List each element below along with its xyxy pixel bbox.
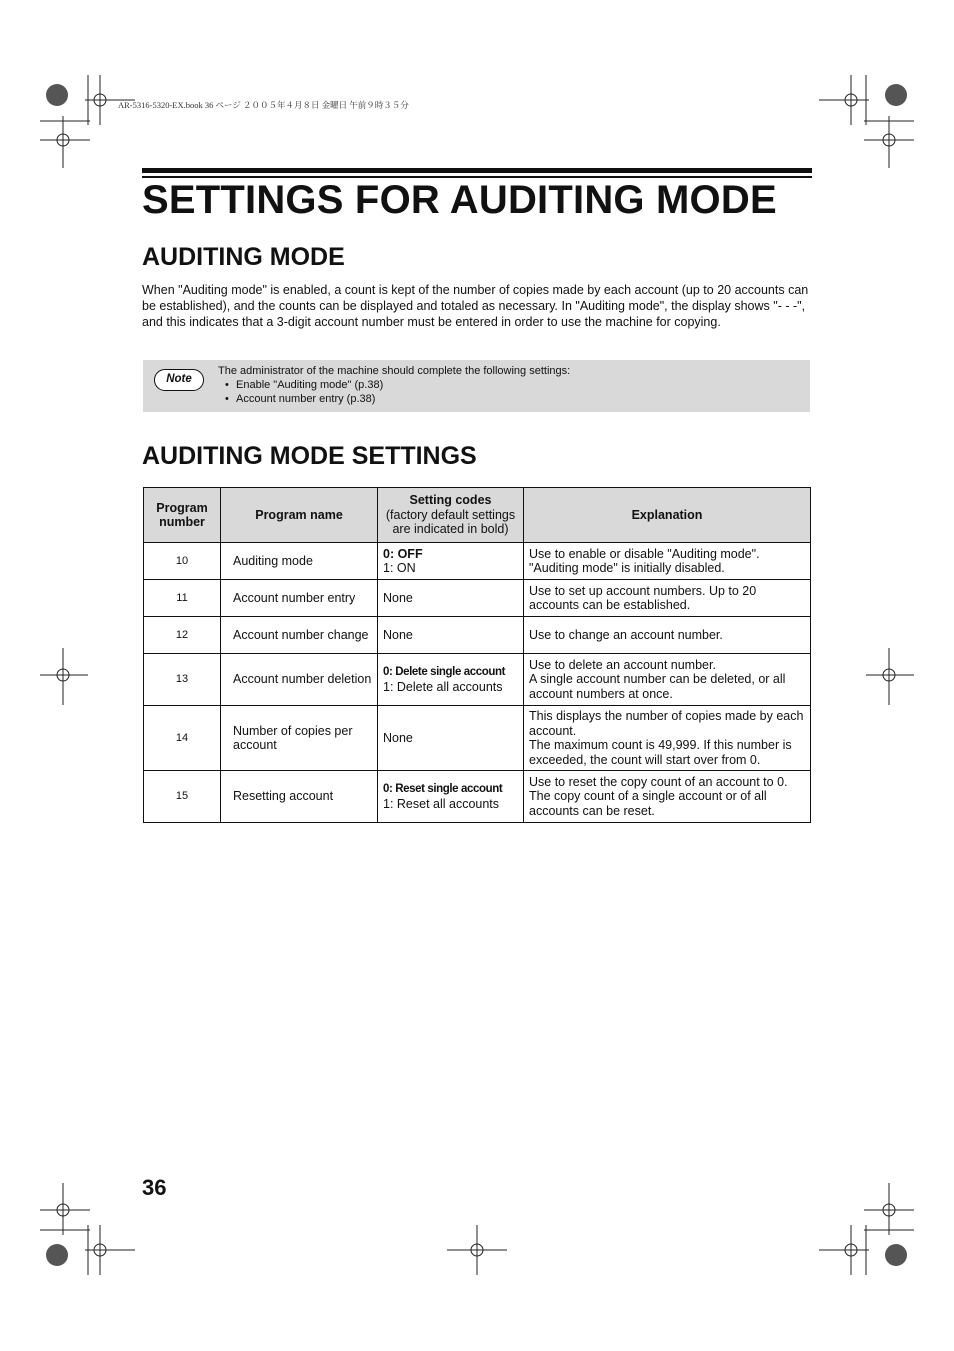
explanation [524, 543, 811, 580]
setting-code-default: 0: Delete single account [383, 666, 506, 678]
print-header-meta: AR-5316-5320-EX.book 36 ページ ２００５年４月８日 金曜日 午前９時３５分 [118, 100, 409, 110]
program-number: 12 [144, 617, 221, 654]
note-item: • Enable "Auditing mode" (p.38) [218, 378, 570, 392]
setting-codes [378, 771, 524, 823]
section-body-text: When "Auditing mode" is enabled, a count is kept of the number of copies made by each account (up to 20 accounts can be established), and the counts can be displayed and totaled as necessary. In "Auditing mode", the display shows "- - -", and this indicates that a 3-digit account number must be entered in order to use the machine for copying. [142, 283, 809, 329]
table-row [144, 706, 811, 771]
setting-code-other: 1: ON [383, 561, 416, 575]
header-program-name: Program name [221, 488, 378, 543]
header-explanation: Explanation [524, 488, 811, 543]
explanation-line: Use to set up account numbers. Up to 20 accounts can be established. [529, 583, 757, 612]
explanation [524, 771, 811, 823]
program-number: 11 [144, 580, 221, 617]
setting-code-other: 1: Reset all accounts [383, 796, 500, 811]
header-setting-codes [378, 488, 524, 543]
table-header-row [144, 488, 811, 543]
program-name: Account number deletion [221, 654, 378, 706]
header-setting-codes-title: Setting codes [409, 493, 492, 508]
page-number: 36 [142, 1175, 167, 1200]
page-title: SETTINGS FOR AUDITING MODE [142, 178, 777, 222]
header-setting-codes-sub: (factory default settings are indicated in bold) [385, 507, 516, 537]
explanation-line: "Auditing mode" is initially disabled. [529, 561, 725, 575]
setting-code-default: 0: OFF [383, 546, 423, 561]
setting-code-default: 0: Reset single account [383, 783, 503, 795]
table-row [144, 543, 811, 580]
explanation-line: Use to enable or disable "Auditing mode". [529, 546, 760, 561]
header-program-number: Program number [144, 488, 221, 543]
explanation-line: Use to change an account number. [529, 627, 723, 642]
table-row [144, 771, 811, 823]
program-name: Auditing mode [221, 543, 378, 580]
explanation-line: A single account number can be deleted, or all account numbers at once. [529, 672, 786, 701]
setting-codes [378, 654, 524, 706]
note-item: • Account number entry (p.38) [218, 392, 570, 406]
program-name: Resetting account [221, 771, 378, 823]
note-box [143, 360, 810, 412]
explanation-line: Use to reset the copy count of an account to 0. [529, 774, 788, 789]
title-rule-thick [142, 168, 812, 173]
section-heading-auditing-mode: AUDITING MODE [142, 243, 345, 271]
table-row [144, 617, 811, 654]
program-number: 14 [144, 706, 221, 771]
program-number: 10 [144, 543, 221, 580]
explanation [524, 617, 811, 654]
settings-table [143, 487, 811, 823]
explanation-line: This displays the number of copies made by each account. [529, 709, 804, 738]
table-row [144, 580, 811, 617]
section-heading-auditing-mode-settings: AUDITING MODE SETTINGS [142, 442, 477, 470]
program-name: Account number entry [221, 580, 378, 617]
explanation [524, 654, 811, 706]
table-row [144, 654, 811, 706]
explanation [524, 706, 811, 771]
setting-code-other: 1: Delete all accounts [383, 679, 503, 694]
explanation [524, 580, 811, 617]
program-name: Number of copies per account [221, 706, 378, 771]
program-name: Account number change [221, 617, 378, 654]
setting-code: None [378, 580, 524, 617]
setting-codes [378, 543, 524, 580]
note-icon: Note [154, 369, 204, 391]
note-intro: The administrator of the machine should complete the following settings: [218, 365, 571, 377]
setting-code: None [378, 617, 524, 654]
setting-code: None [378, 706, 524, 771]
program-number: 13 [144, 654, 221, 706]
explanation-line: The maximum count is 49,999. If this number is exceeded, the count will start over from 0. [529, 738, 792, 767]
program-number: 15 [144, 771, 221, 823]
note-text [218, 364, 570, 406]
explanation-line: The copy count of a single account or of all accounts can be reset. [529, 789, 767, 818]
explanation-line: Use to delete an account number. [529, 657, 716, 672]
